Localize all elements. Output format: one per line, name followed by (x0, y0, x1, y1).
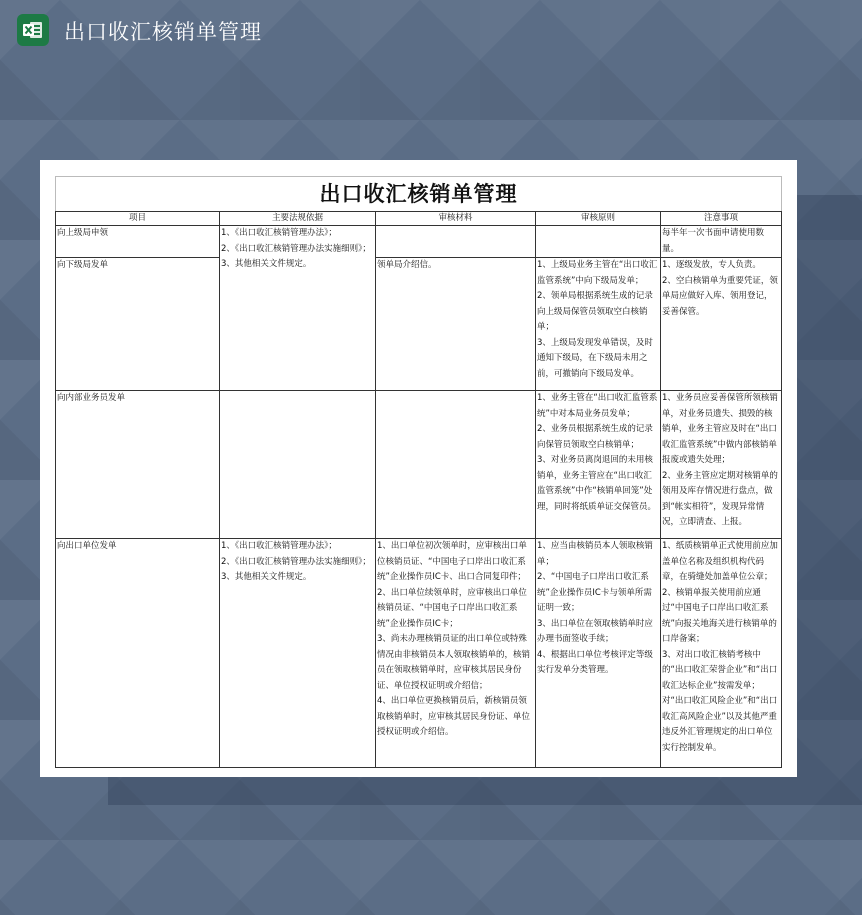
principles-line: 3、上级局发现发单错误，及时通知下级局，在下级局未用之前，可撤销向下级局发单。 (537, 337, 653, 379)
materials-cell (376, 391, 536, 539)
principles-cell (536, 226, 661, 258)
principles-line: 1、业务主管在“出口收汇监管系统”中对本局业务员发单； (537, 393, 658, 419)
principles-line: 3、出口单位在领取核销单时应办理书面签收手续； (537, 618, 653, 644)
principles-cell (536, 391, 661, 539)
materials-line: 1、出口单位初次领单时，应审核出口单位核销员证、“中国电子口岸出口收汇系统”企业操作员IC卡、出口合同复印件； (377, 541, 527, 582)
header-cell: 注意事项 (661, 212, 782, 226)
notes-cell (661, 539, 782, 768)
materials-line: 3、尚未办理核销员证的出口单位或特殊情况由非核销员本人领取核销单的，核销员在领取核销单时，应审核其居民身份证、单位授权证明或介绍信； (377, 634, 531, 691)
table-row (56, 539, 782, 768)
basis-line: 2、《出口收汇核销管理办法实施细则》； (221, 243, 371, 254)
management-table (55, 176, 782, 768)
notes-line: 3、对出口收汇核销考核中的“出口收汇荣誉企业”和“出口收汇达标企业”按需发单；对“出口收汇风险企业”和“出口收汇高风险企业”以及其他严重违反外汇管理规定的出口单位实行控制发单。 (662, 649, 778, 753)
header-cell: 审核材料 (376, 212, 536, 226)
principles-line: 2、领单局根据系统生成的记录向上级局保管员领取空白核销单； (537, 291, 653, 332)
notes-line: 1、逐级发放，专人负责。 (662, 260, 761, 270)
materials-line: 领单局介绍信。 (377, 260, 437, 270)
table-row (56, 226, 782, 258)
notes-line: 2、核销单报关使用前应通过“中国电子口岸出口收汇系统”向报关地海关进行核销单的口岸备案； (662, 587, 777, 644)
materials-cell (376, 226, 536, 258)
basis-line: 3、其他相关文件规定。 (221, 259, 312, 269)
basis-line: 2、《出口收汇核销管理办法实施细则》； (221, 556, 371, 567)
table-row (56, 391, 782, 539)
notes-cell (661, 391, 782, 539)
item-cell: 向下级局发单 (56, 258, 220, 391)
item-cell: 向出口单位发单 (56, 539, 220, 768)
document-title: 出口收汇核销单管理 (56, 177, 782, 212)
principles-cell (536, 258, 661, 391)
principles-line: 1、应当由核销员本人领取核销单； (537, 541, 653, 567)
principles-line: 2、“中国电子口岸出口收汇系统”企业操作员IC卡与领单所需证明一致； (537, 572, 652, 613)
notes-line: 每半年一次书面申请使用数量。 (662, 228, 765, 254)
basis-cell (220, 226, 376, 391)
notes-line: 2、空白核销单为重要凭证，领单局应做好入库、领用登记，妥善保管。 (662, 275, 778, 317)
materials-cell (376, 539, 536, 768)
header-cell: 审核原则 (536, 212, 661, 226)
notes-cell (661, 258, 782, 391)
basis-cell (220, 391, 376, 539)
materials-line: 4、出口单位更换核销员后，新核销员领取核销单时，应审核其居民身份证、单位授权证明或介绍信。 (377, 696, 531, 737)
app-header (0, 0, 862, 62)
item-cell: 向上级局申领 (56, 226, 220, 258)
spreadsheet-page (40, 160, 797, 777)
header-cell: 项目 (56, 212, 220, 226)
principles-line: 1、上级局业务主管在“出口收汇监管系统”中向下级局发单； (537, 260, 658, 286)
basis-cell (220, 539, 376, 768)
item-cell: 向内部业务员发单 (56, 391, 220, 539)
table-row (56, 258, 782, 391)
notes-line: 1、业务员应妥善保管所领核销单，对业务员遗失、损毁的核销单，业务主管应及时在“出口收汇监管系统”中做内部核销单报废或遗失处理； (662, 393, 778, 465)
materials-cell (376, 258, 536, 391)
principles-line: 2、业务员根据系统生成的记录向保管员领取空白核销单； (537, 424, 653, 450)
header-cell: 主要法规依据 (220, 212, 376, 226)
excel-icon (17, 14, 49, 46)
basis-line: 1、《出口收汇核销管理办法》； (221, 541, 337, 551)
principles-line: 4、根据出口单位考核评定等级实行发单分类管理。 (537, 649, 653, 675)
notes-cell (661, 226, 782, 258)
principles-line: 3、对业务员离岗退回的未用核销单，业务主管应在“出口收汇监管系统”中作“核销单回笼”处理，同时将纸质单证交保管员。 (537, 455, 657, 512)
notes-line: 1、纸质核销单正式使用前应加盖单位名称及组织机构代码章，在骑缝处加盖单位公章； (662, 541, 778, 582)
notes-line: 2、业务主管应定期对核销单的领用及库存情况进行盘点，做到“帐实相符”，发现异常情况，立即清查、上报。 (662, 470, 778, 527)
materials-line: 2、出口单位续领单时，应审核出口单位核销员证、“中国电子口岸出口收汇系统”企业操作员IC卡； (377, 587, 527, 629)
basis-line: 3、其他相关文件规定。 (221, 572, 312, 582)
principles-cell (536, 539, 661, 768)
table-header-row (56, 212, 782, 226)
basis-line: 1、《出口收汇核销管理办法》； (221, 228, 337, 238)
app-title: 出口收汇核销单管理 (64, 20, 262, 44)
